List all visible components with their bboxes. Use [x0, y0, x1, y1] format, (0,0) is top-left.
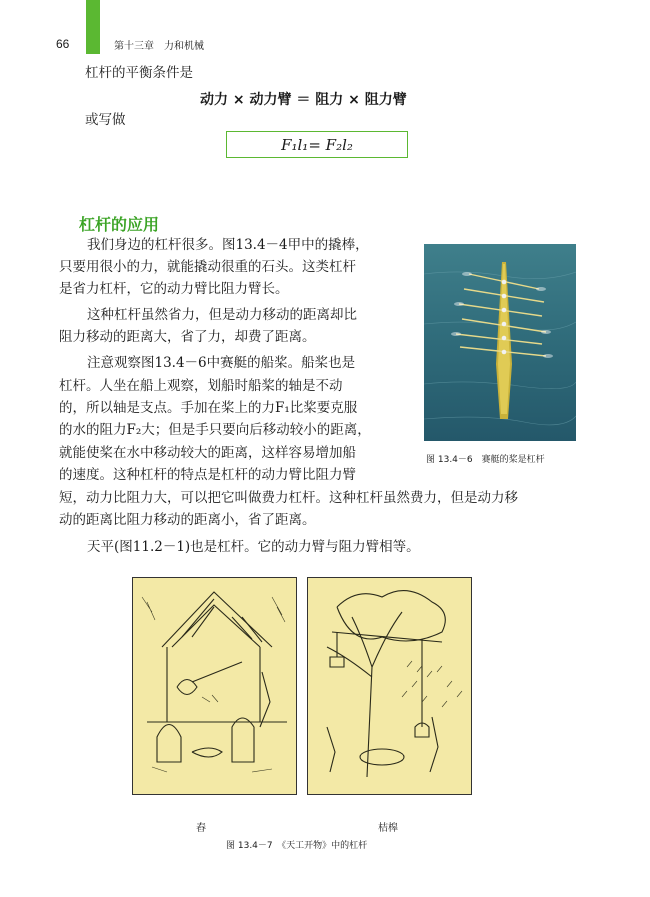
- body-line: 就能使桨在水中移动较大的距离，这样容易增加船: [59, 445, 356, 461]
- balance-formula-box: [226, 131, 408, 158]
- alt-notation-text: 或写做: [85, 112, 126, 128]
- body-line: 的速度。这种杠杆的特点是杠杆的动力臂比阻力臂: [59, 467, 356, 483]
- balance-condition-intro: 杠杆的平衡条件是: [85, 65, 193, 81]
- body-line: 阻力移动的距离大，省了力，却费了距离。: [59, 329, 316, 345]
- pounding-label: 舂: [196, 823, 206, 834]
- body-line: 注意观察图13.4－6中赛艇的船桨。船桨也是: [87, 355, 356, 371]
- body-line: 我们身边的杠杆很多。图13.4－4甲中的撬棒，: [87, 237, 369, 253]
- page-number: 66: [56, 37, 70, 51]
- balance-formula-symbolic: F₁l₁= F₂l₂: [281, 135, 353, 154]
- well-sweep-label: 桔槔: [378, 823, 398, 834]
- body-line: 短，动力比阻力大，可以把它叫做费力杠杆。这种杠杆虽然费力，但是动力移: [59, 490, 518, 506]
- body-line: 是省力杠杆，它的动力臂比阻力臂长。: [59, 281, 289, 297]
- rowing-boat-photo: [424, 244, 576, 441]
- section-title: 杠杆的应用: [79, 215, 160, 234]
- woodcut-pounding-illustration: [132, 577, 297, 795]
- woodcut-well-sweep-illustration: [307, 577, 472, 795]
- balance-formula-words: 动力 × 动力臂 ＝ 阻力 × 阻力臂: [200, 92, 407, 108]
- body-line: 天平(图11.2－1)也是杠杆。它的动力臂与阻力臂相等。: [87, 539, 420, 555]
- rowing-photo-caption: 图 13.4－6 赛艇的桨是杠杆: [426, 455, 545, 465]
- body-line: 杠杆。人坐在船上观察，划船时船桨的轴是不动: [59, 378, 343, 394]
- body-line: 只要用很小的力，就能撬动很重的石头。这类杠杆: [59, 259, 356, 275]
- woodcut-figure-caption: 图 13.4－7 《天工开物》中的杠杆: [226, 841, 368, 851]
- chapter-title: 第十三章 力和机械: [114, 41, 204, 52]
- body-line: 这种杠杆虽然省力，但是动力移动的距离却比: [87, 307, 357, 323]
- chapter-color-bar: [86, 0, 100, 54]
- body-line: 的水的阻力F₂大；但是手只要向后移动较小的距离，: [59, 422, 371, 438]
- body-line: 的，所以轴是支点。手加在桨上的力F₁比桨要克服: [59, 400, 358, 416]
- body-line: 动的距离比阻力移动的距离小，省了距离。: [59, 512, 316, 528]
